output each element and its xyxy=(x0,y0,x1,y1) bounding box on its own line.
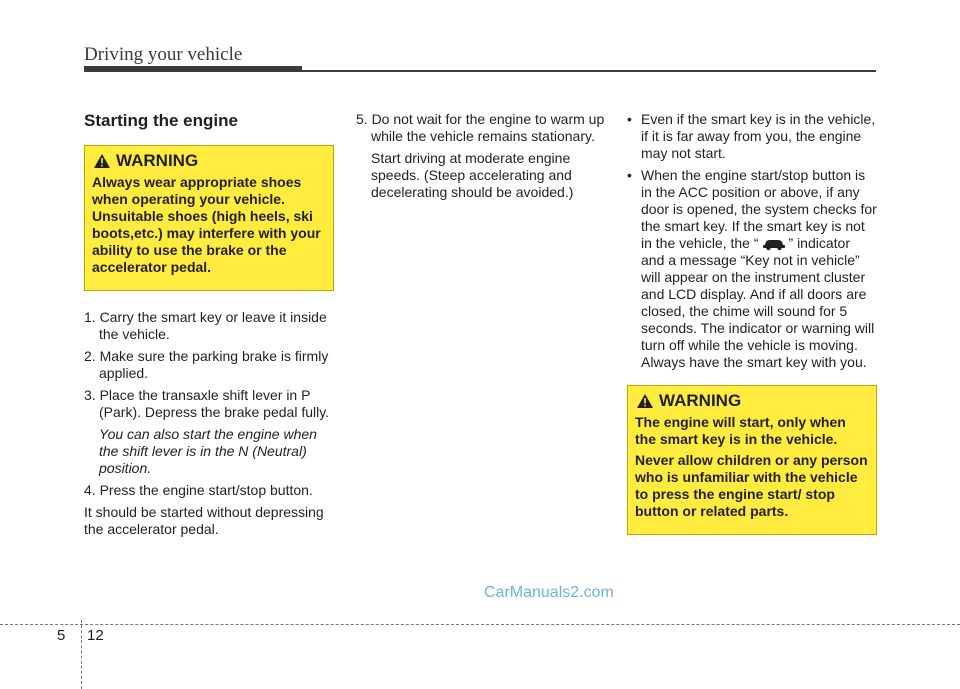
warning-label: WARNING xyxy=(116,151,199,170)
section-number: 5 xyxy=(57,627,66,644)
column-1 xyxy=(84,111,334,543)
step-1: 1. Carry the smart key or leave it inside the vehicle. xyxy=(84,309,327,342)
car-key-indicator-icon xyxy=(762,237,786,251)
header-bar xyxy=(84,66,302,72)
warning-text-1: The engine will start, only when the smart key is in the vehicle. xyxy=(635,414,846,447)
warning-label: WARNING xyxy=(659,391,742,410)
section-heading: Starting the engine xyxy=(84,111,238,130)
warning-header xyxy=(637,392,869,409)
header-rule xyxy=(300,70,876,72)
column-3 xyxy=(627,111,877,535)
watermark-link[interactable]: CarManuals2.com xyxy=(484,584,614,601)
step-5: 5. Do not wait for the engine to warm up while the vehicle remains stationary. xyxy=(356,111,605,144)
step-2: 2. Make sure the parking brake is firmly applied. xyxy=(84,348,329,381)
bullet-mark: • xyxy=(627,111,632,127)
bullet-mark: • xyxy=(627,167,632,183)
footer-separator xyxy=(81,620,82,689)
bullet-text: Even if the smart key is in the vehicle, if it is far away from you, the engine may not start. xyxy=(641,111,876,161)
warning-header xyxy=(94,152,326,169)
warning-text: Always wear appropriate shoes when operating your vehicle. Unsuitable shoes (high heels, ski boots,etc.) may interfere with your ability to use the brake or the accelerator pedal. xyxy=(92,174,321,275)
warning-box-smart-key xyxy=(627,385,877,535)
footer-rule xyxy=(0,624,960,625)
page-header-title: Driving your vehicle xyxy=(84,44,243,65)
warning-triangle-icon xyxy=(94,154,110,168)
bullet-text-start: When the engine start/stop button is in the ACC position or above, if any door is opened, the system checks for the smart key. If the smart key is not in the vehicle, the “ xyxy=(641,167,877,251)
step-3: 3. Place the transaxle shift lever in P (Park). Depress the brake pedal fully. xyxy=(84,387,330,420)
bullet-item-1 xyxy=(627,111,877,162)
step-4: 4. Press the engine start/stop button. xyxy=(84,482,313,498)
warning-triangle-icon xyxy=(637,394,653,408)
step-3-note: You can also start the engine when the shift lever is in the N (Neutral) position. xyxy=(99,426,317,476)
warning-text-2: Never allow children or any person who is unfamiliar with the vehicle to press the engine start/ stop button or related parts. xyxy=(635,452,868,519)
bullet-text-end: ” indicator and a message “Key not in vehicle” will appear on the instrument cluster and LCD display. And if all doors are closed, the chime will sound for 5 seconds. The indicator or warning will turn off while the vehicle is moving. Always have the smart key with you. xyxy=(641,235,875,370)
bullet-item-2 xyxy=(627,167,877,371)
closing-text: It should be started without depressing the accelerator pedal. xyxy=(84,504,324,537)
page-number: 12 xyxy=(87,627,104,644)
step-5-note: Start driving at moderate engine speeds. (Steep accelerating and decelerating should be avoided.) xyxy=(371,150,574,200)
warning-box-shoes xyxy=(84,145,334,291)
column-2 xyxy=(356,111,606,206)
